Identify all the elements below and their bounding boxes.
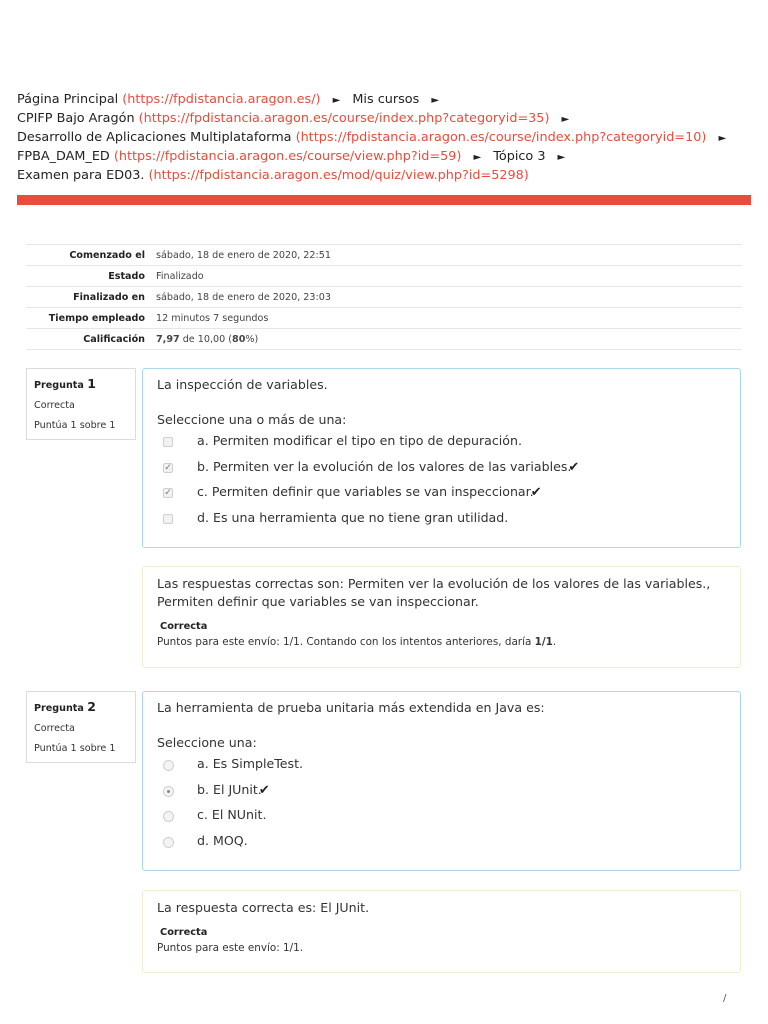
breadcrumb-quiz-label[interactable]: Examen para ED03.	[17, 168, 145, 183]
header-accent-bar	[17, 195, 751, 205]
feedback-state: Correcta	[160, 621, 208, 632]
question-mark: Puntúa 1 sobre 1	[34, 420, 116, 431]
summary-value: sábado, 18 de enero de 2020, 23:03	[156, 287, 742, 308]
breadcrumb-separator-icon: ►	[431, 95, 440, 106]
breadcrumb-line-3	[17, 129, 734, 148]
breadcrumb-separator-icon: ►	[718, 133, 727, 144]
question-text: La inspección de variables.	[157, 377, 328, 392]
breadcrumb-topic[interactable]: Tópico 3	[493, 149, 546, 164]
breadcrumb-course-link[interactable]: (https://fpdistancia.aragon.es/course/view.php?id=59)	[113, 149, 462, 164]
answer-option-a[interactable]	[157, 431, 726, 457]
answer-label: b. El JUnit.	[197, 781, 262, 797]
checkbox-unchecked[interactable]	[163, 514, 173, 524]
breadcrumb-separator-icon: ►	[557, 152, 566, 163]
question-prompt: Seleccione una:	[157, 735, 257, 750]
radio-unselected[interactable]	[163, 837, 174, 848]
right-answer-text: La respuesta correcta es: El JUnit.	[157, 900, 370, 915]
breadcrumb-quiz-link[interactable]: (https://fpdistancia.aragon.es/mod/quiz/view.php?id=5298)	[148, 168, 529, 183]
checkbox-unchecked[interactable]	[163, 437, 173, 447]
grade-percent: 80	[232, 333, 246, 345]
answer-option-c[interactable]	[157, 805, 726, 831]
breadcrumb-line-4	[17, 148, 734, 167]
answer-label: d. Es una herramienta que no tiene gran utilidad.	[197, 509, 509, 525]
answer-option-a[interactable]	[157, 754, 726, 780]
answer-label: d. MOQ.	[197, 832, 248, 848]
breadcrumb-separator-icon: ►	[473, 152, 482, 163]
answer-label: b. Permiten ver la evolución de los valores de las variables.	[197, 458, 572, 474]
breadcrumb-separator-icon: ►	[561, 114, 570, 125]
summary-value: Finalizado	[156, 266, 742, 287]
attempt-summary-table	[26, 244, 742, 350]
breadcrumb	[17, 91, 734, 185]
right-answer-text: Las respuestas correctas son: Permiten ver la evolución de los valores de las variables., Permiten definir que variables se van inspeccionar.	[157, 576, 711, 609]
checkbox-checked-icon[interactable]: ✓	[164, 488, 172, 498]
breadcrumb-center-link[interactable]: (https://fpdistancia.aragon.es/course/index.php?categoryid=35)	[138, 111, 550, 126]
question-state: Correcta	[34, 400, 75, 411]
breadcrumb-home-label[interactable]: Página Principal	[17, 92, 119, 107]
grade-end: %)	[245, 333, 259, 345]
summary-row	[26, 287, 742, 308]
answer-option-b[interactable]	[157, 457, 726, 483]
summary-label: Finalizado en	[26, 287, 156, 308]
correct-check-icon: ✔	[258, 782, 270, 798]
summary-value: sábado, 18 de enero de 2020, 22:51	[156, 245, 742, 266]
breadcrumb-separator-icon: ►	[332, 95, 341, 106]
correct-check-icon: ✔	[530, 485, 542, 500]
breadcrumb-course-label[interactable]: FPBA_DAM_ED	[17, 149, 110, 164]
grade-mid: de 10,00 (	[179, 333, 233, 345]
breadcrumb-home-link[interactable]: (https://fpdistancia.aragon.es/)	[122, 92, 321, 107]
checkbox-checked-icon[interactable]: ✓	[164, 462, 172, 473]
page-corner-mark: /	[723, 993, 727, 1004]
question-number: Pregunta 1	[34, 376, 96, 391]
question-1-box	[142, 368, 741, 548]
breadcrumb-mis-cursos[interactable]: Mis cursos	[352, 92, 420, 107]
question-text: La herramienta de prueba unitaria más extendida en Java es:	[157, 700, 545, 715]
question-state: Correcta	[34, 723, 75, 734]
correct-check-icon: ✔	[568, 459, 580, 475]
summary-row	[26, 266, 742, 287]
summary-row	[26, 308, 742, 329]
summary-grade	[156, 329, 742, 350]
summary-label: Calificación	[26, 329, 156, 350]
question-1-info	[26, 368, 136, 440]
radio-selected[interactable]	[163, 786, 174, 797]
breadcrumb-line-1	[17, 91, 734, 110]
question-1-feedback	[142, 566, 741, 668]
question-mark: Puntúa 1 sobre 1	[34, 743, 116, 754]
question-2-feedback	[142, 890, 741, 973]
answer-option-d[interactable]	[157, 508, 726, 534]
breadcrumb-center-label[interactable]: CPIFP Bajo Aragón	[17, 111, 135, 126]
answer-label: a. Es SimpleTest.	[197, 756, 304, 771]
feedback-grade: Puntos para este envío: 1/1.	[157, 942, 304, 954]
summary-value: 12 minutos 7 segundos	[156, 308, 742, 329]
question-number: Pregunta 2	[34, 699, 96, 714]
feedback-grade: Puntos para este envío: 1/1. Contando con los intentos anteriores, daría 1/1.	[157, 636, 557, 648]
summary-row	[26, 329, 742, 350]
radio-unselected[interactable]	[163, 760, 174, 771]
feedback-state: Correcta	[160, 927, 208, 938]
grade-score: 7,97	[156, 333, 180, 345]
summary-label: Comenzado el	[26, 245, 156, 266]
radio-unselected[interactable]	[163, 811, 174, 822]
answer-label: c. Permiten definir que variables se van inspeccionar.	[197, 484, 534, 499]
answer-label: a. Permiten modificar el tipo en tipo de depuración.	[197, 433, 522, 448]
summary-row	[26, 245, 742, 266]
question-prompt: Seleccione una o más de una:	[157, 412, 347, 427]
summary-label: Tiempo empleado	[26, 308, 156, 329]
breadcrumb-cycle-link[interactable]: (https://fpdistancia.aragon.es/course/index.php?categoryid=10)	[295, 130, 707, 145]
summary-label: Estado	[26, 266, 156, 287]
answer-option-b[interactable]	[157, 780, 726, 806]
question-2-box	[142, 691, 741, 871]
answer-option-d[interactable]	[157, 831, 726, 857]
question-2-info	[26, 691, 136, 763]
breadcrumb-cycle-label[interactable]: Desarrollo de Aplicaciones Multiplataforma	[17, 130, 292, 145]
breadcrumb-line-2	[17, 110, 734, 129]
answer-label: c. El NUnit.	[197, 807, 267, 822]
breadcrumb-line-5	[17, 167, 734, 185]
answer-option-c[interactable]	[157, 482, 726, 508]
